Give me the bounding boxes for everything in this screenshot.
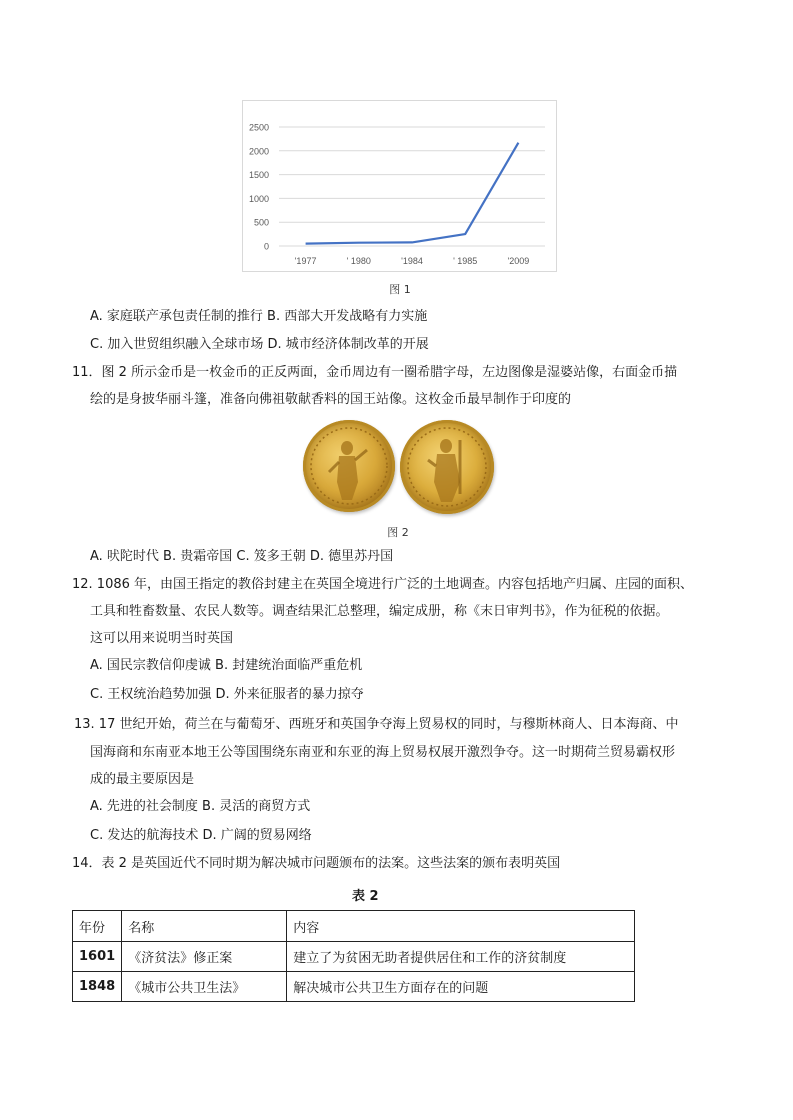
y-tick-label: 2000 <box>248 146 269 157</box>
y-tick-label: 1000 <box>248 193 269 204</box>
table-cell-year: 1848 <box>73 972 122 1002</box>
table-2 <box>72 910 635 1002</box>
table-cell-year: 1601 <box>73 942 122 972</box>
y-tick-label: 1500 <box>248 170 269 181</box>
y-tick-label: 500 <box>253 217 269 228</box>
q12-options-cd: C. 王权统治趋势加强 D. 外来征服者的暴力掠夺 <box>90 687 364 702</box>
gold-coin-reverse-image <box>400 420 494 514</box>
table-cell-name: 《济贫法》修正案 <box>122 942 287 972</box>
q13-stem-line-1: 13. 17 世纪开始，荷兰在与葡萄牙、西班牙和英国争夺海上贸易权的同时，与穆斯林商人、日本海商、中 <box>74 717 679 732</box>
table-row <box>73 972 635 1002</box>
table-header-year: 年份 <box>73 911 122 942</box>
q12-stem-line-2: 工具和牲畜数量、农民人数等。调查结果汇总整理，编定成册，称《末日审判书》，作为征税的依据。 <box>90 604 669 619</box>
q13-options-cd: C. 发达的航海技术 D. 广阔的贸易网络 <box>90 828 312 843</box>
q11-stem-line-1: 11．图 2 所示金币是一枚金币的正反两面，金币周边有一圈希腊字母，左边图像是湿婆站像，右面金币描 <box>72 365 678 380</box>
x-tick-label: '2009 <box>507 256 530 266</box>
q13-stem-line-2: 国海商和东南亚本地王公等国围绕东南亚和东亚的海上贸易权展开激烈争夺。这一时期荷兰贸易霸权形 <box>90 745 676 760</box>
x-tick-label: ' 1985 <box>453 256 478 266</box>
y-tick-label: 0 <box>263 241 269 252</box>
q10-options-ab: A. 家庭联产承包责任制的推行 B. 西部大开发战略有力实施 <box>90 309 428 324</box>
q10-options-cd: C. 加入世贸组织融入全球市场 D. 城市经济体制改革的开展 <box>90 337 429 352</box>
q12-options-ab: A. 国民宗教信仰虔诚 B. 封建统治面临严重危机 <box>90 658 363 673</box>
y-tick-label: 2500 <box>248 122 269 133</box>
table-row <box>73 942 635 972</box>
line-chart-svg <box>243 101 556 271</box>
q12-stem-line-1: 12. 1086 年，由国王指定的教俗封建主在英国全境进行广泛的土地调查。内容包括地产归属、庄园的面积、 <box>72 577 694 592</box>
q11-options: A. 吠陀时代 B. 贵霜帝国 C. 笈多王朝 D. 德里苏丹国 <box>90 549 394 564</box>
x-tick-label: '1977 <box>294 256 317 266</box>
figure-1-caption: 图 1 <box>389 283 411 296</box>
q13-options-ab: A. 先进的社会制度 B. 灵活的商贸方式 <box>90 799 311 814</box>
table-header-content: 内容 <box>287 911 635 942</box>
table-2-title: 表 2 <box>352 889 379 904</box>
table-cell-content: 建立了为贫困无助者提供居住和工作的济贫制度 <box>287 942 635 972</box>
q14-stem-line-1: 14．表 2 是英国近代不同时期为解决城市问题颁布的法案。这些法案的颁布表明英国 <box>72 856 561 871</box>
series-line <box>306 143 519 244</box>
q13-stem-line-3: 成的最主要原因是 <box>90 772 195 787</box>
figure-2-caption: 图 2 <box>387 526 409 539</box>
table-header-row <box>73 911 635 942</box>
x-tick-label: '1984 <box>401 256 423 266</box>
coin-figure-right <box>400 420 494 514</box>
gold-coin-obverse-image <box>303 420 395 512</box>
table-cell-name: 《城市公共卫生法》 <box>122 972 287 1002</box>
coin-figure-left <box>303 420 395 512</box>
table-header-name: 名称 <box>122 911 287 942</box>
q11-stem-line-2: 绘的是身披华丽斗篷，准备向佛祖敬献香料的国王站像。这枚金币最早制作于印度的 <box>90 392 572 407</box>
x-tick-label: ' 1980 <box>346 256 371 266</box>
table-cell-content: 解决城市公共卫生方面存在的问题 <box>287 972 635 1002</box>
figure-1-line-chart <box>242 100 557 272</box>
q12-stem-line-3: 这可以用来说明当时英国 <box>90 631 234 646</box>
